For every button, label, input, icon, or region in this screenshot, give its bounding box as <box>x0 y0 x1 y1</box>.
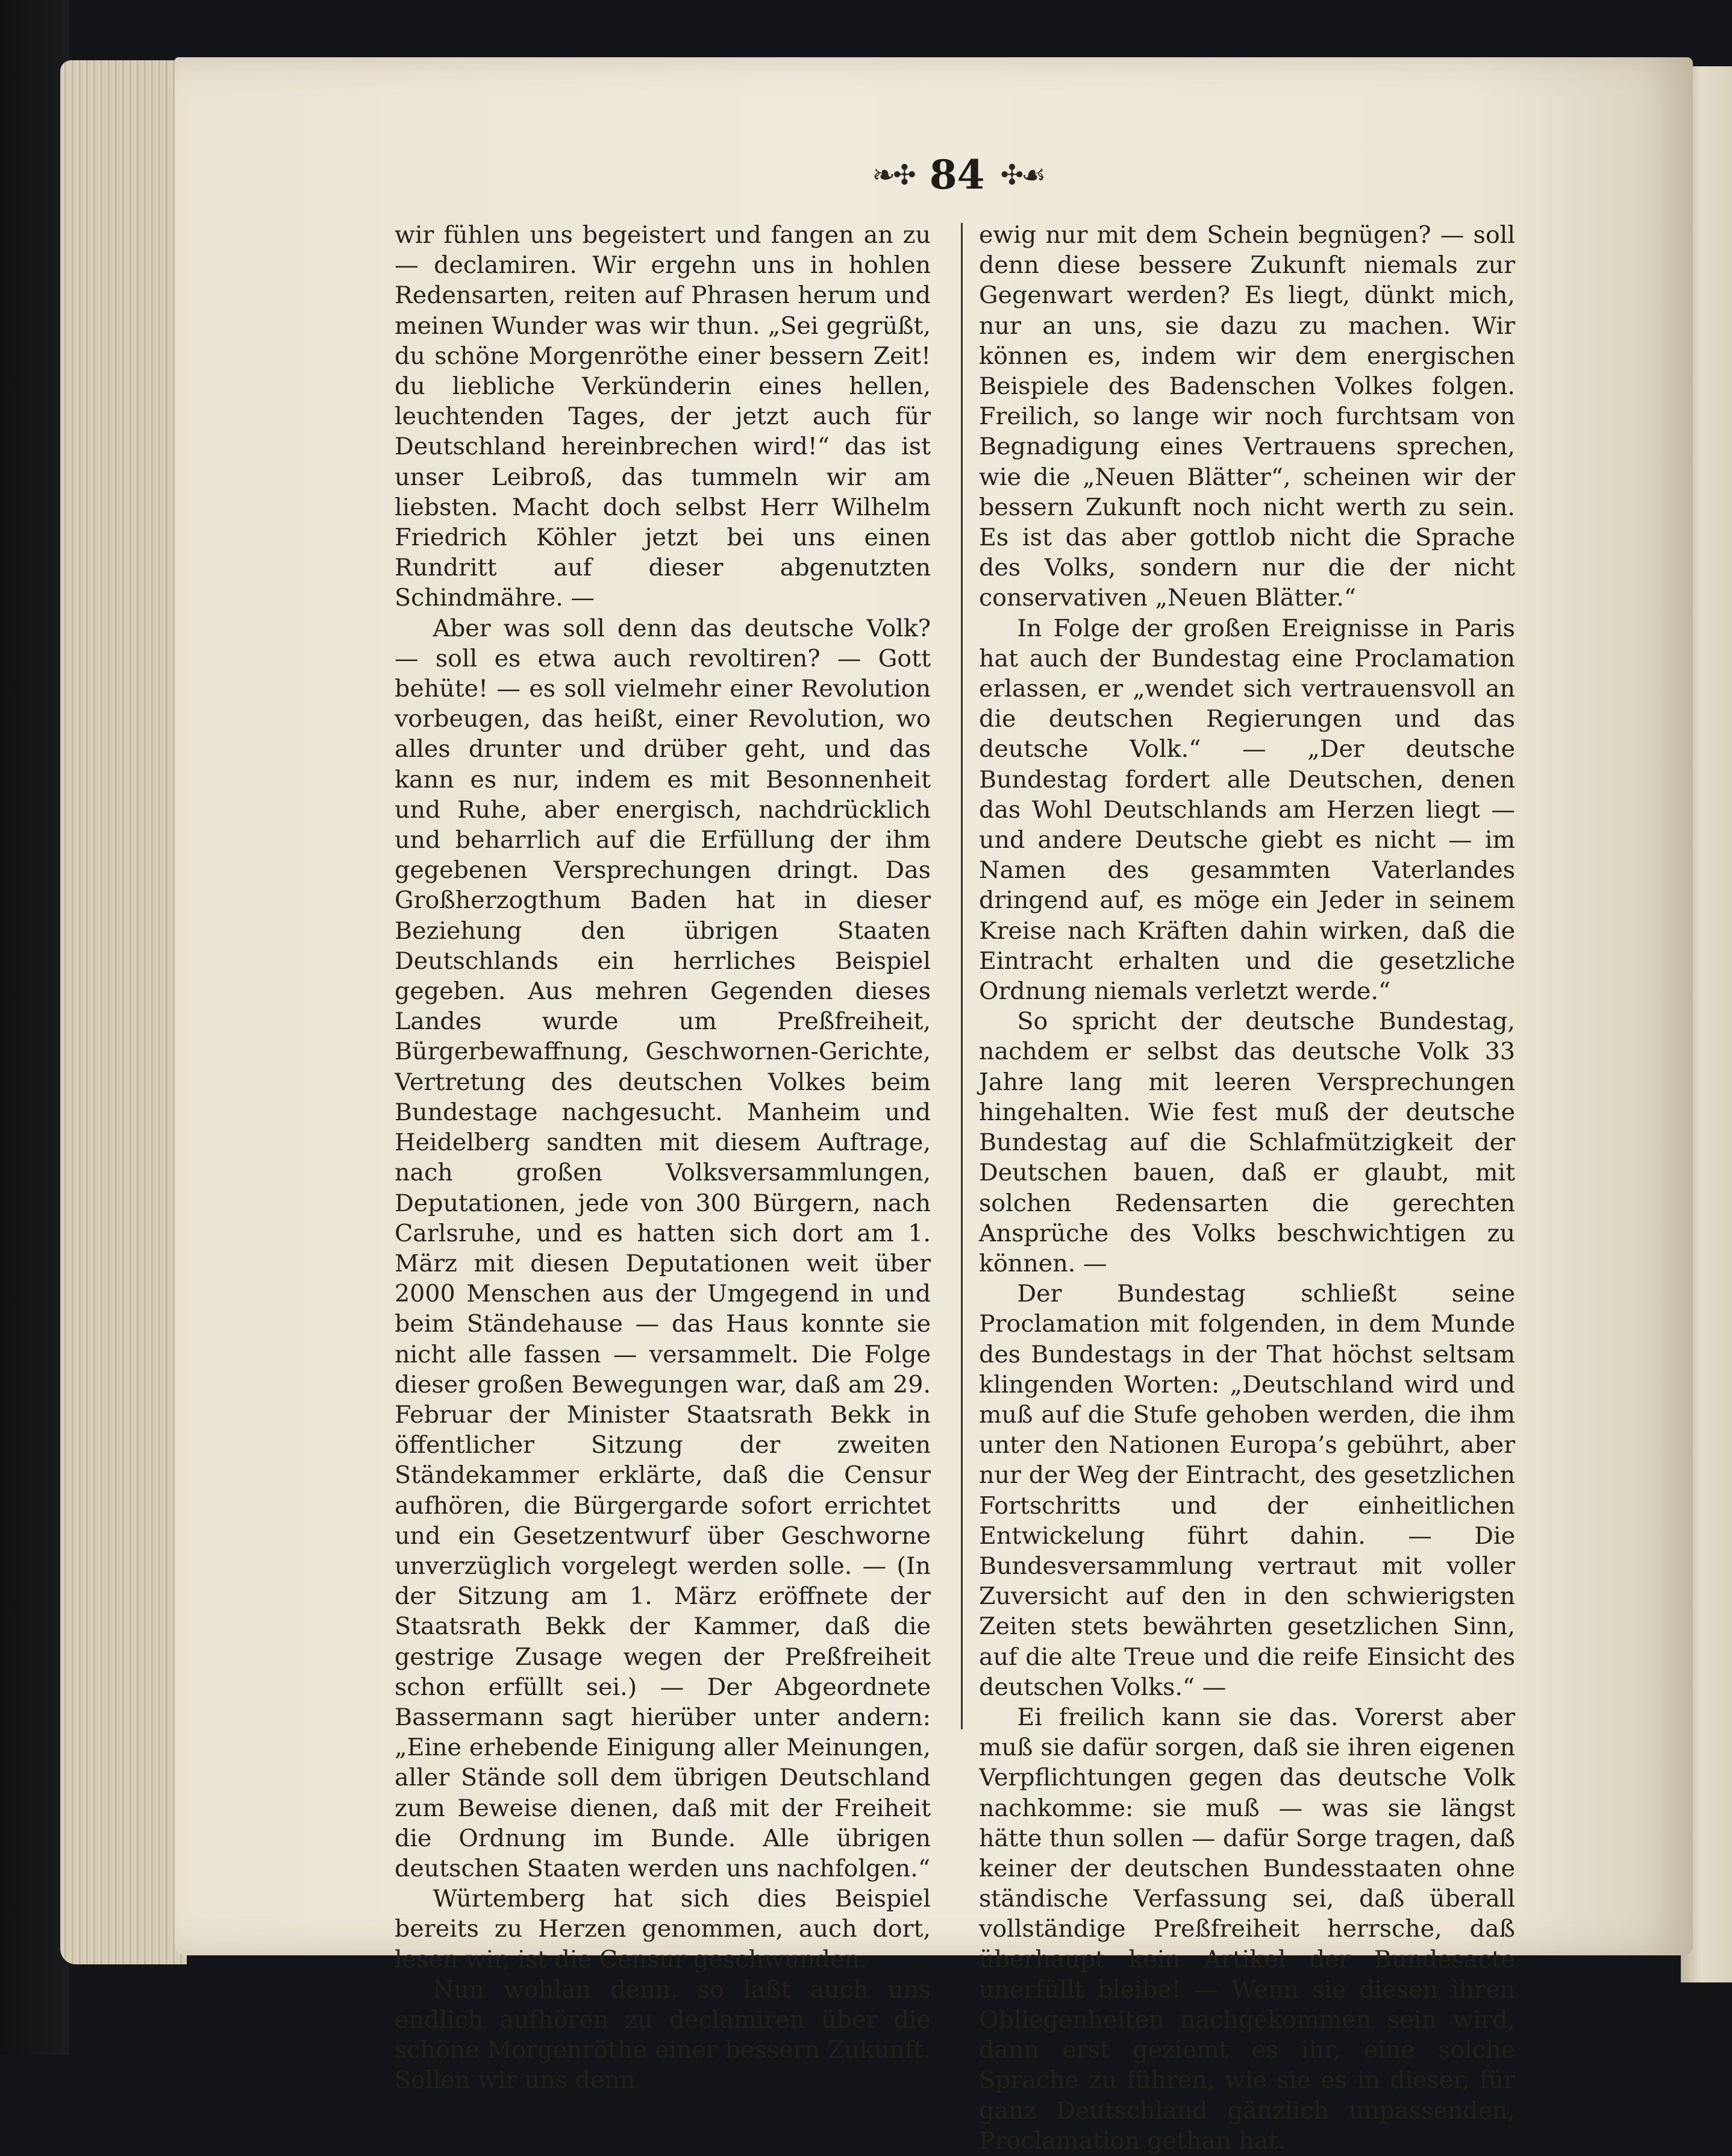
paragraph: So spricht der deutsche Bundestag, nachdem er selbst das deutsche Volk 33 Jahre lang mit leeren Versprechungen hingehalten. Wie fest muß der deutsche Bundestag auf die Schlafmützigkeit der Deutschen bauen, daß er glaubt, mit solchen Redensarten die gerechten Ansprüche des Volks beschwichtigen zu können. — <box>979 1007 1515 1277</box>
page-number: 84 <box>929 151 985 198</box>
text-column-left <box>395 220 931 2095</box>
paragraph: ewig nur mit dem Schein begnügen? — soll denn diese bessere Zukunft niemals zur Gegenwart werden? Es liegt, dünkt mich, nur an uns, sie dazu zu machen. Wir können es, indem wir dem energischen Beispiele des Badenschen Volkes folgen. Freilich, so lange wir noch furchtsam von Begnadigung eines Vertrauens sprechen, wie die „Neuen Blätter“, scheinen wir der bessern Zukunft noch nicht werth zu sein. Es ist das aber gottlob nicht die Sprache des Volks, sondern nur die der nicht conservativen „Neuen Blätter.“ <box>979 221 1515 612</box>
column-divider <box>961 223 963 1729</box>
paragraph: Aber was soll denn das deutsche Volk? — soll es etwa auch revoltiren? — Gott behüte! — es soll vielmehr einer Revolution vorbeugen, das heißt, einer Revolution, wo alles drunter und drüber geht, und das kann es nur, indem es mit Besonnenheit und Ruhe, aber energisch, nachdrücklich und beharrlich auf die Erfüllung der ihm gegebenen Versprechungen dringt. Das Großherzogthum Baden hat in dieser Beziehung den übrigen Staaten Deutschlands ein herrliches Beispiel gegeben. Aus mehren Gegenden dieses Landes wurde um Preßfreiheit, Bürgerbewaffnung, Geschwornen-Gerichte, Vertretung des deutschen Volkes beim Bundestage nachgesucht. Manheim und Heidelberg sandten mit diesem Auftrage, nach großen Volksversammlungen, Deputationen, jede von 300 Bürgern, nach Carlsruhe, und es hatten sich dort am 1. März mit diesen Deputationen weit über 2000 Menschen aus der Umgegend in und beim Ständehause — das Haus konnte sie nicht alle fassen — versammelt. Die Folge dieser großen Bewegungen war, daß am 29. Februar der Minister Staatsrath Bekk in öffentlicher Sitzung der zweiten Ständekammer erklärte, daß die Censur aufhören, die Bürgergarde sofort errichtet und ein Gesetzentwurf über Geschworne unverzüglich vorgelegt werden solle. — (In der Sitzung am 1. März eröffnete der Staatsrath Bekk der Kammer, daß die gestrige Zusage wegen der Preßfreiheit schon erfüllt sei.) — Der Abgeordnete Bassermann sagt hierüber unter andern: „Eine erhebende Einigung aller Meinungen, aller Stände soll dem übrigen Deutschland zum Beweise dienen, daß mit der Freiheit die Ordnung im Bunde. Alle übrigen deutschen Staaten werden uns nachfolgen.“ <box>395 614 931 1882</box>
text-column-right <box>979 220 1515 2155</box>
paragraph: Nun wohlan denn, so laßt auch uns endlich aufhören zu declamiren über die schöne Morgenröthe einer bessern Zukunft. Sollen wir uns denn <box>395 1975 931 2095</box>
page-stack-edges <box>60 60 187 1964</box>
right-ornament-icon: ✣☙ <box>1000 158 1044 191</box>
paragraph: In Folge der großen Ereignisse in Paris hat auch der Bundestag eine Proclamation erlassen, er „wendet sich vertrauensvoll an die deutschen Regierungen und das deutsche Volk.“ — „Der deutsche Bundestag fordert alle Deutschen, denen das Wohl Deutschlands am Herzen liegt — und andere Deutsche giebt es nicht — im Namen des gesammten Vaterlandes dringend auf, es möge ein Jeder in seinem Kreise nach Kräften dahin wirken, daß die Eintracht erhalten und die gesetzliche Ordnung niemals verletzt werde.“ <box>979 614 1515 1006</box>
background-board <box>0 0 69 2055</box>
paragraph: Würtemberg hat sich dies Beispiel bereits zu Herzen genommen, auch dort, lesen wir, ist die Censur geschwunden. <box>395 1885 931 1973</box>
paragraph: Der Bundestag schließt seine Proclamation mit folgenden, in dem Munde des Bundestags in der That höchst seltsam klingenden Worten: „Deutschland wird und muß auf die Stufe gehoben werden, die ihm unter den Nationen Europa’s gebührt, aber nur der Weg der Eintracht, des gesetzlichen Fortschritts und der einheitlichen Entwickelung führt dahin. — Die Bundesversammlung vertraut mit voller Zuversicht auf den in den schwierigsten Zeiten stets bewährten gesetzlichen Sinn, auf die alte Treue und die reife Einsicht des deutschen Volks.“ — <box>979 1280 1515 1701</box>
paragraph: Ei freilich kann sie das. Vorerst aber muß sie dafür sorgen, daß sie ihren eigenen Verpflichtungen gegen das deutsche Volk nachkomme: sie muß — was sie längst hätte thun sollen — dafür Sorge tragen, daß keiner der deutschen Bundesstaaten ohne ständische Verfassung sei, daß überall vollständige Preßfreiheit herrsche, daß überhaupt kein Artikel der Bundesacte unerfüllt bleibe! — Wenn sie diesen ihren Obliegenheiten nachgekommen sein wird, dann erst geziemt es ihr, eine solche Sprache zu führen, wie sie es in dieser, für ganz Deutschland gänzlich unpassenden, Proclamation gethan hat. <box>979 1703 1515 2155</box>
page-header <box>831 148 1084 202</box>
left-ornament-icon: ❧✣ <box>872 158 914 191</box>
paragraph: wir fühlen uns begeistert und fangen an zu — declamiren. Wir ergehn uns in hohlen Redensarten, reiten auf Phrasen herum und meinen Wunder was wir thun. „Sei gegrüßt, du schöne Morgenröthe einer bessern Zeit! du liebliche Verkünderin eines hellen, leuchtenden Tages, der jetzt auch für Deutschland hereinbrechen wird!“ das ist unser Leibroß, das tummeln wir am liebsten. Macht doch selbst Herr Wilhelm Friedrich Köhler jetzt bei uns einen Rundritt auf dieser abgenutzten Schindmähre. — <box>395 221 931 612</box>
